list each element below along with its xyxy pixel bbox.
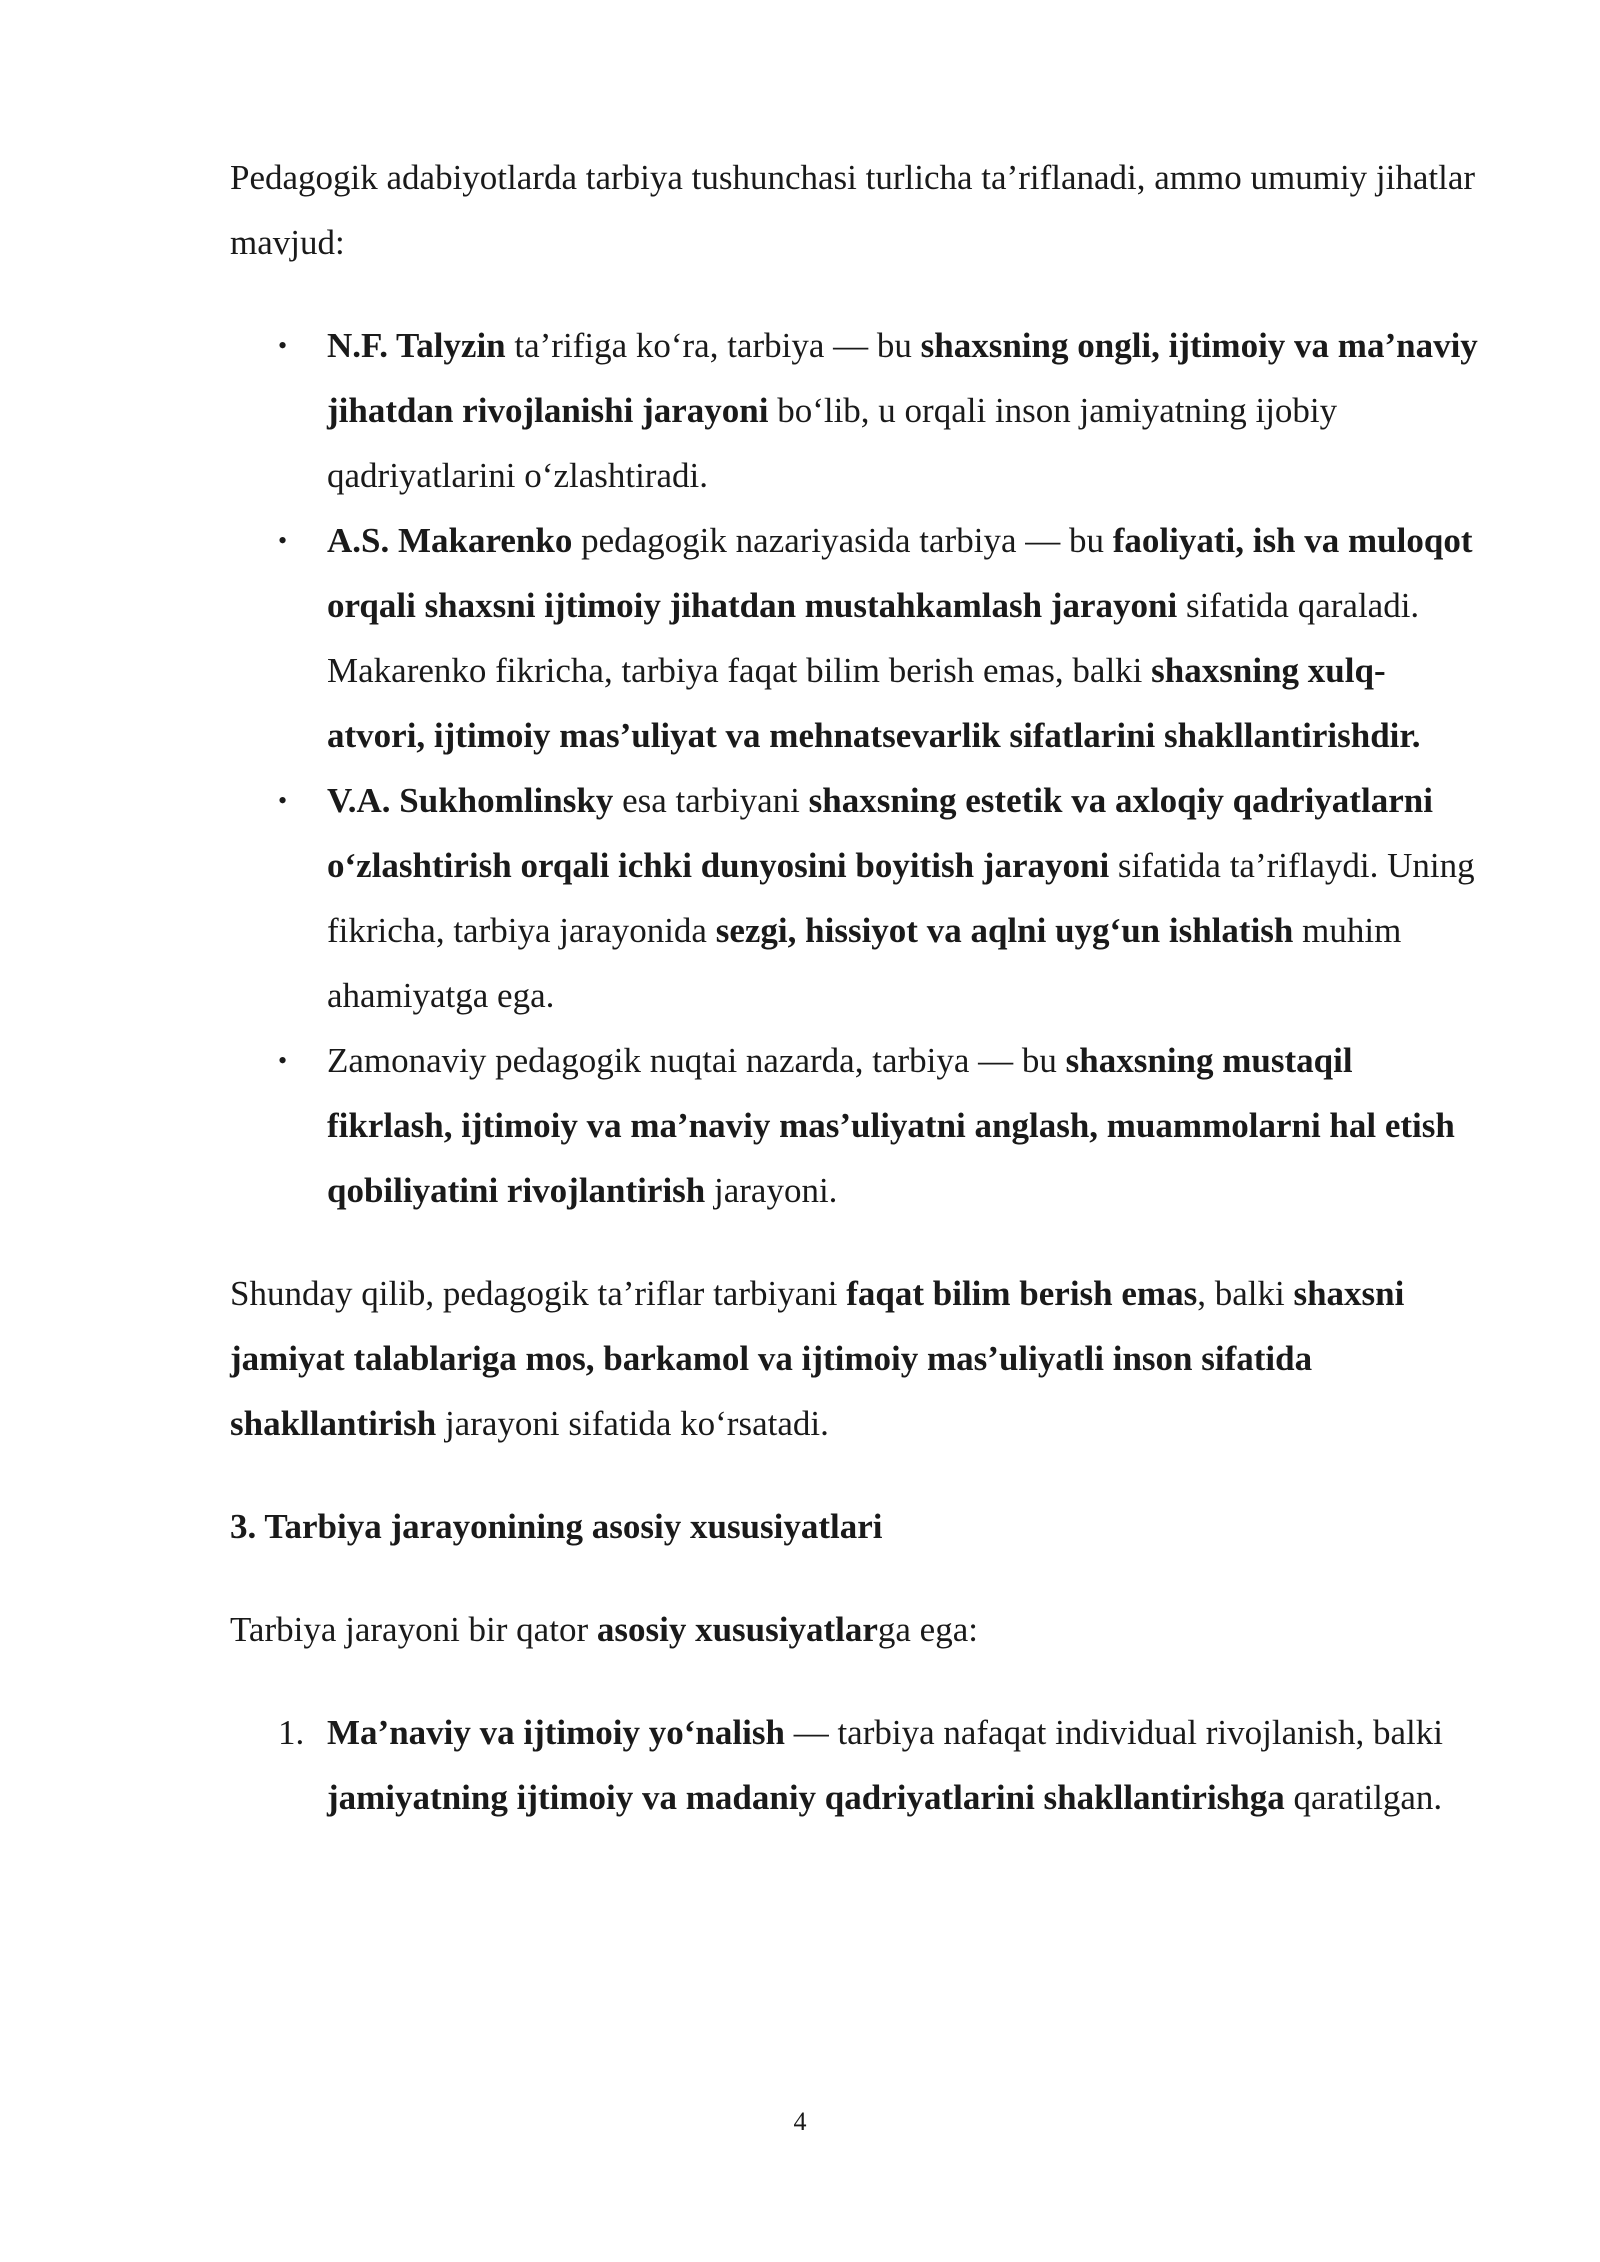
item-text: sifatida qaraladi. Makarenko fikricha, tarbiya faqat bilim berish emas, balki [327, 586, 1420, 690]
item-text: ta’rifiga ko‘ra, tarbiya — bu [505, 326, 921, 365]
item-emphasis: jamiyatning ijtimoiy va madaniy qadriyatlarini shakllantirishga [327, 1778, 1285, 1817]
bullet-icon: • [278, 1046, 288, 1075]
intro-paragraph: Pedagogik adabiyotlarda tarbiya tushunchasi turlicha ta’riflanadi, ammo umumiy jihatlar mavjud: [230, 158, 1476, 262]
features-list [230, 1700, 1480, 1830]
list-item [230, 313, 1480, 508]
item-emphasis: shaxsning xulq-atvori, ijtimoiy mas’uliyat va mehnatsevarlik sifatlarini shakllantirishdir. [327, 651, 1421, 755]
author-name: A.S. Makarenko [327, 521, 573, 560]
summary-text: , balki [1197, 1274, 1294, 1313]
bullet-icon: • [278, 331, 288, 360]
item-number: 1. [278, 1713, 305, 1752]
item-emphasis: shaxsning estetik va axloqiy qadriyatlarni o‘zlashtirish orqali ichki dunyosini boyitish jarayoni [327, 781, 1433, 885]
summary-emphasis: shaxsni jamiyat talablariga mos, barkamol va ijtimoiy mas’uliyatli inson sifatida shakllantirish [230, 1274, 1405, 1443]
section-intro-emphasis: asosiy xususiyatlar [596, 1610, 878, 1649]
item-text: muhim ahamiyatga ega. [327, 911, 1402, 1015]
page-content [230, 145, 1480, 1830]
bullet-icon: • [278, 526, 288, 555]
item-emphasis: sezgi, hissiyot va aqlni uyg‘un ishlatish [715, 911, 1294, 950]
section-intro-text: Tarbiya jarayoni bir qator [230, 1610, 597, 1649]
definitions-list [230, 313, 1480, 1223]
section-intro [230, 1597, 1480, 1662]
section-heading: 3. Tarbiya jarayonining asosiy xususiyatlari [230, 1507, 883, 1546]
item-text: — tarbiya nafaqat individual rivojlanish, balki [784, 1713, 1443, 1752]
item-text: esa tarbiyani [613, 781, 809, 820]
list-item [230, 508, 1480, 768]
summary-emphasis: faqat bilim berish emas [846, 1274, 1198, 1313]
item-emphasis: shaxsning mustaqil fikrlash, ijtimoiy va ma’naviy mas’uliyatni anglash, muammolarni hal etish qobiliyatini rivojlantirish [327, 1041, 1455, 1210]
numbered-item [230, 1700, 1480, 1830]
item-emphasis: Ma’naviy va ijtimoiy yo‘nalish [327, 1713, 785, 1752]
author-name: V.A. Sukhomlinsky [327, 781, 614, 820]
item-text: bo‘lib, u orqali inson jamiyatning ijobiy qadriyatlarini o‘zlashtiradi. [327, 391, 1338, 495]
summary-paragraph [230, 1261, 1480, 1456]
item-text: sifatida ta’riflaydi. Uning fikricha, tarbiya jarayonida [327, 846, 1475, 950]
item-text: qaratilgan. [1284, 1778, 1443, 1817]
item-emphasis: faoliyati, ish va muloqot orqali shaxsni ijtimoiy jihatdan mustahkamlash jarayoni [327, 521, 1473, 625]
page-number: 4 [793, 2107, 807, 2136]
list-item [230, 768, 1480, 1028]
author-name: N.F. Talyzin [327, 326, 506, 365]
item-text: Zamonaviy pedagogik nuqtai nazarda, tarbiya — bu [327, 1041, 1066, 1080]
summary-text: Shunday qilib, pedagogik ta’riflar tarbiyani [230, 1274, 847, 1313]
item-emphasis: shaxsning ongli, ijtimoiy va ma’naviy jihatdan rivojlanishi jarayoni [327, 326, 1478, 430]
section-intro-text: ga ega: [877, 1610, 978, 1649]
list-item [230, 1028, 1480, 1223]
summary-text: jarayoni sifatida ko‘rsatadi. [436, 1404, 829, 1443]
item-text: jarayoni. [705, 1171, 838, 1210]
item-text: pedagogik nazariyasida tarbiya — bu [572, 521, 1113, 560]
bullet-icon: • [278, 786, 288, 815]
